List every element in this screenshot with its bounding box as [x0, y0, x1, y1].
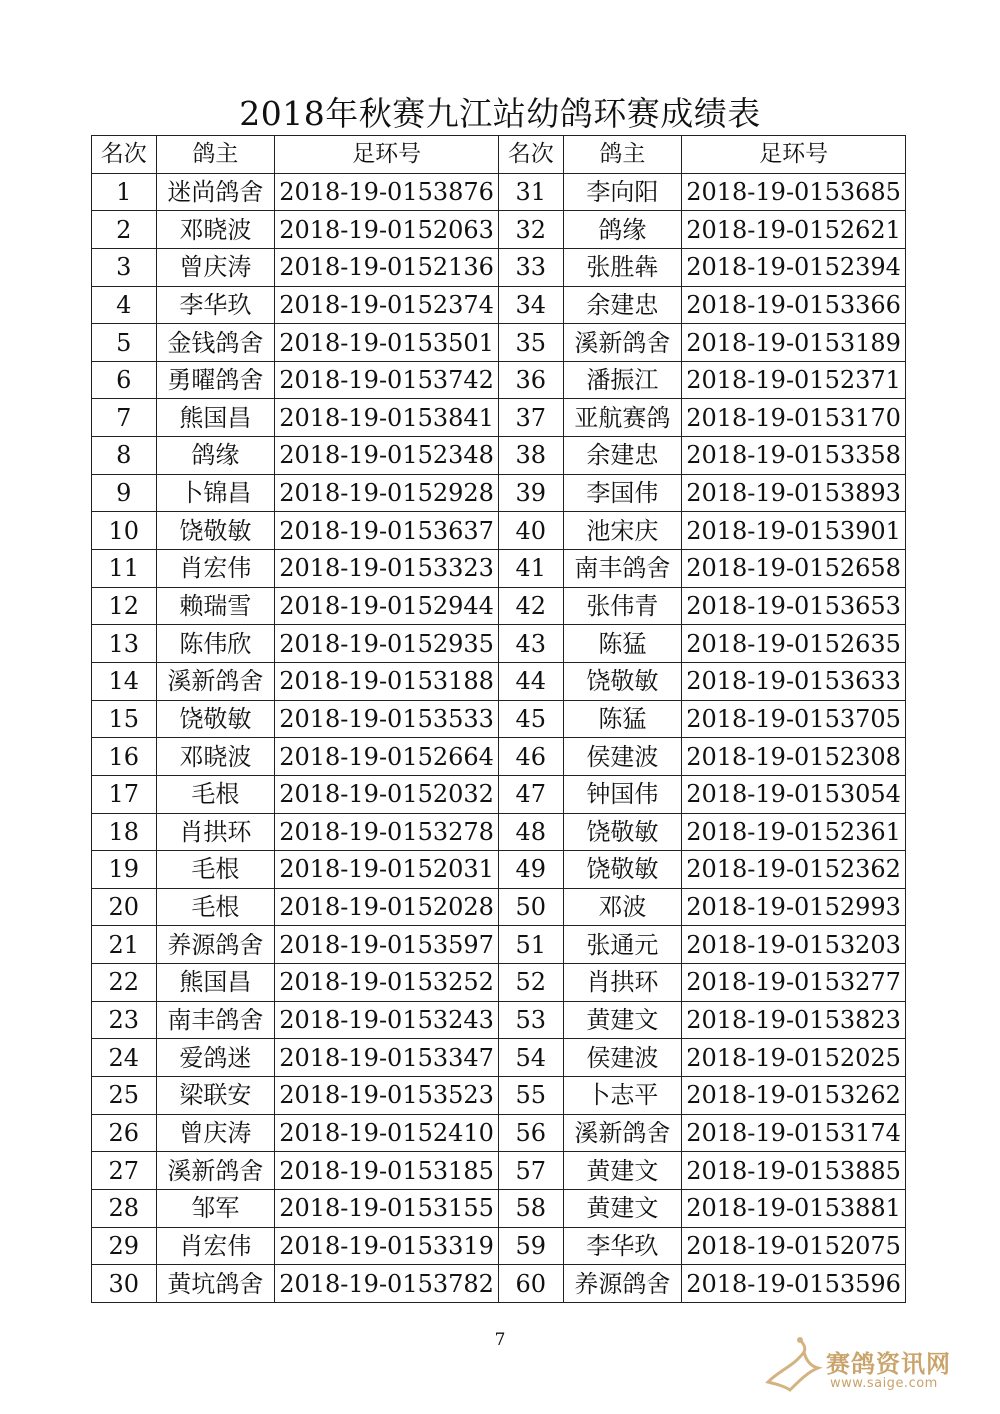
ring-right-cell: 2018-19-0153653	[682, 587, 906, 625]
rank-left-cell: 24	[92, 1039, 157, 1077]
ring-right-cell: 2018-19-0152621	[682, 211, 906, 249]
ring-left-cell: 2018-19-0152063	[275, 211, 499, 249]
ring-left-cell: 2018-19-0152136	[275, 248, 499, 286]
table-row	[92, 1265, 906, 1303]
table-row	[92, 964, 906, 1002]
table-row	[92, 587, 906, 625]
owner-left-cell: 毛根	[156, 851, 275, 889]
table-row	[92, 248, 906, 286]
rank-right-cell: 35	[498, 324, 563, 362]
ring-left-cell: 2018-19-0153597	[275, 926, 499, 964]
rank-right-cell: 44	[498, 662, 563, 700]
ring-right-cell: 2018-19-0153277	[682, 964, 906, 1002]
rank-right-cell: 36	[498, 361, 563, 399]
owner-right-cell: 饶敬敏	[563, 662, 682, 700]
owner-left-cell: 陈伟欣	[156, 625, 275, 663]
table-row	[92, 700, 906, 738]
ring-left-cell: 2018-19-0153323	[275, 550, 499, 588]
owner-left-cell: 肖拱环	[156, 813, 275, 851]
rank-left-cell: 27	[92, 1152, 157, 1190]
rank-left-cell: 25	[92, 1077, 157, 1115]
table-row	[92, 286, 906, 324]
ring-right-cell: 2018-19-0152394	[682, 248, 906, 286]
owner-left-cell: 毛根	[156, 775, 275, 813]
rank-left-cell: 2	[92, 211, 157, 249]
ring-left-cell: 2018-19-0152031	[275, 851, 499, 889]
watermark-site-name: 赛鸽资讯网	[826, 1350, 951, 1378]
owner-left-cell: 肖宏伟	[156, 1227, 275, 1265]
rank-right-cell: 34	[498, 286, 563, 324]
rank-left-cell: 16	[92, 738, 157, 776]
owner-left-cell: 迷尚鸽舍	[156, 173, 275, 211]
owner-right-cell: 侯建波	[563, 738, 682, 776]
rank-right-cell: 42	[498, 587, 563, 625]
ring-left-cell: 2018-19-0153841	[275, 399, 499, 437]
rank-right-cell: 54	[498, 1039, 563, 1077]
ring-left-cell: 2018-19-0153501	[275, 324, 499, 362]
header-ring-left: 足环号	[275, 136, 499, 174]
rank-left-cell: 1	[92, 173, 157, 211]
header-owner-right: 鸽主	[563, 136, 682, 174]
owner-left-cell: 曾庆涛	[156, 1114, 275, 1152]
owner-right-cell: 黄建文	[563, 1189, 682, 1227]
table-row	[92, 662, 906, 700]
rank-left-cell: 7	[92, 399, 157, 437]
table-row	[92, 173, 906, 211]
rank-left-cell: 23	[92, 1001, 157, 1039]
table-row	[92, 1039, 906, 1077]
owner-left-cell: 李华玖	[156, 286, 275, 324]
rank-right-cell: 43	[498, 625, 563, 663]
rank-left-cell: 20	[92, 888, 157, 926]
pigeon-logo-icon	[760, 1330, 830, 1400]
owner-left-cell: 梁联安	[156, 1077, 275, 1115]
table-row	[92, 1189, 906, 1227]
rank-right-cell: 32	[498, 211, 563, 249]
table-row	[92, 813, 906, 851]
owner-left-cell: 邹军	[156, 1189, 275, 1227]
ring-right-cell: 2018-19-0153170	[682, 399, 906, 437]
owner-left-cell: 邓晓波	[156, 211, 275, 249]
owner-right-cell: 肖拱环	[563, 964, 682, 1002]
rank-left-cell: 3	[92, 248, 157, 286]
rank-right-cell: 45	[498, 700, 563, 738]
owner-left-cell: 溪新鸽舍	[156, 1152, 275, 1190]
ring-left-cell: 2018-19-0153243	[275, 1001, 499, 1039]
results-table	[91, 135, 906, 1303]
rank-left-cell: 26	[92, 1114, 157, 1152]
ring-right-cell: 2018-19-0153705	[682, 700, 906, 738]
rank-right-cell: 53	[498, 1001, 563, 1039]
table-row	[92, 926, 906, 964]
rank-right-cell: 33	[498, 248, 563, 286]
rank-left-cell: 11	[92, 550, 157, 588]
owner-right-cell: 亚航赛鸽	[563, 399, 682, 437]
owner-right-cell: 溪新鸽舍	[563, 1114, 682, 1152]
ring-right-cell: 2018-19-0153685	[682, 173, 906, 211]
rank-left-cell: 5	[92, 324, 157, 362]
rank-right-cell: 55	[498, 1077, 563, 1115]
ring-left-cell: 2018-19-0152664	[275, 738, 499, 776]
rank-right-cell: 39	[498, 474, 563, 512]
rank-left-cell: 14	[92, 662, 157, 700]
owner-right-cell: 饶敬敏	[563, 813, 682, 851]
header-rank-right: 名次	[498, 136, 563, 174]
owner-right-cell: 邓波	[563, 888, 682, 926]
owner-right-cell: 潘振江	[563, 361, 682, 399]
ring-left-cell: 2018-19-0153155	[275, 1189, 499, 1227]
owner-right-cell: 张通元	[563, 926, 682, 964]
rank-left-cell: 15	[92, 700, 157, 738]
table-row	[92, 211, 906, 249]
table-row	[92, 361, 906, 399]
header-rank-left: 名次	[92, 136, 157, 174]
rank-left-cell: 10	[92, 512, 157, 550]
ring-left-cell: 2018-19-0153319	[275, 1227, 499, 1265]
rank-left-cell: 18	[92, 813, 157, 851]
ring-right-cell: 2018-19-0153633	[682, 662, 906, 700]
rank-right-cell: 58	[498, 1189, 563, 1227]
rank-right-cell: 31	[498, 173, 563, 211]
owner-left-cell: 黄坑鸽舍	[156, 1265, 275, 1303]
owner-right-cell: 李国伟	[563, 474, 682, 512]
rank-left-cell: 4	[92, 286, 157, 324]
rank-right-cell: 46	[498, 738, 563, 776]
ring-left-cell: 2018-19-0152944	[275, 587, 499, 625]
document-title: 2018年秋赛九江站幼鸽环赛成绩表	[239, 94, 761, 133]
owner-left-cell: 曾庆涛	[156, 248, 275, 286]
owner-left-cell: 勇曜鸽舍	[156, 361, 275, 399]
owner-left-cell: 金钱鸽舍	[156, 324, 275, 362]
ring-left-cell: 2018-19-0153252	[275, 964, 499, 1002]
table-row	[92, 512, 906, 550]
ring-left-cell: 2018-19-0153347	[275, 1039, 499, 1077]
table-row	[92, 1077, 906, 1115]
rank-right-cell: 56	[498, 1114, 563, 1152]
ring-right-cell: 2018-19-0152308	[682, 738, 906, 776]
rank-right-cell: 47	[498, 775, 563, 813]
rank-right-cell: 40	[498, 512, 563, 550]
rank-left-cell: 17	[92, 775, 157, 813]
owner-left-cell: 熊国昌	[156, 399, 275, 437]
owner-left-cell: 毛根	[156, 888, 275, 926]
owner-right-cell: 黄建文	[563, 1001, 682, 1039]
ring-right-cell: 2018-19-0153893	[682, 474, 906, 512]
ring-right-cell: 2018-19-0152371	[682, 361, 906, 399]
ring-right-cell: 2018-19-0153054	[682, 775, 906, 813]
table-row	[92, 1152, 906, 1190]
owner-left-cell: 熊国昌	[156, 964, 275, 1002]
rank-left-cell: 30	[92, 1265, 157, 1303]
rank-right-cell: 41	[498, 550, 563, 588]
ring-right-cell: 2018-19-0153596	[682, 1265, 906, 1303]
ring-left-cell: 2018-19-0153782	[275, 1265, 499, 1303]
ring-right-cell: 2018-19-0153358	[682, 437, 906, 475]
rank-left-cell: 6	[92, 361, 157, 399]
owner-left-cell: 南丰鸽舍	[156, 1001, 275, 1039]
ring-right-cell: 2018-19-0153823	[682, 1001, 906, 1039]
owner-left-cell: 卜锦昌	[156, 474, 275, 512]
ring-right-cell: 2018-19-0152361	[682, 813, 906, 851]
owner-right-cell: 黄建文	[563, 1152, 682, 1190]
ring-left-cell: 2018-19-0153185	[275, 1152, 499, 1190]
owner-left-cell: 邓晓波	[156, 738, 275, 776]
ring-right-cell: 2018-19-0153189	[682, 324, 906, 362]
ring-left-cell: 2018-19-0153523	[275, 1077, 499, 1115]
owner-left-cell: 肖宏伟	[156, 550, 275, 588]
rank-right-cell: 60	[498, 1265, 563, 1303]
owner-right-cell: 饶敬敏	[563, 851, 682, 889]
table-row	[92, 474, 906, 512]
ring-right-cell: 2018-19-0153174	[682, 1114, 906, 1152]
owner-right-cell: 溪新鸽舍	[563, 324, 682, 362]
ring-right-cell: 2018-19-0153203	[682, 926, 906, 964]
ring-left-cell: 2018-19-0152028	[275, 888, 499, 926]
ring-left-cell: 2018-19-0152348	[275, 437, 499, 475]
owner-right-cell: 陈猛	[563, 700, 682, 738]
ring-left-cell: 2018-19-0152410	[275, 1114, 499, 1152]
rank-left-cell: 29	[92, 1227, 157, 1265]
ring-left-cell: 2018-19-0153533	[275, 700, 499, 738]
owner-right-cell: 张胜犇	[563, 248, 682, 286]
owner-right-cell: 陈猛	[563, 625, 682, 663]
owner-left-cell: 饶敬敏	[156, 700, 275, 738]
owner-right-cell: 鸽缘	[563, 211, 682, 249]
table-row	[92, 1001, 906, 1039]
ring-right-cell: 2018-19-0153881	[682, 1189, 906, 1227]
owner-left-cell: 鸽缘	[156, 437, 275, 475]
rank-right-cell: 38	[498, 437, 563, 475]
ring-left-cell: 2018-19-0153876	[275, 173, 499, 211]
rank-right-cell: 37	[498, 399, 563, 437]
table-row	[92, 888, 906, 926]
rank-left-cell: 28	[92, 1189, 157, 1227]
rank-right-cell: 59	[498, 1227, 563, 1265]
rank-left-cell: 22	[92, 964, 157, 1002]
ring-right-cell: 2018-19-0152658	[682, 550, 906, 588]
owner-right-cell: 余建忠	[563, 437, 682, 475]
ring-right-cell: 2018-19-0152075	[682, 1227, 906, 1265]
owner-left-cell: 赖瑞雪	[156, 587, 275, 625]
owner-left-cell: 溪新鸽舍	[156, 662, 275, 700]
table-row	[92, 324, 906, 362]
rank-right-cell: 51	[498, 926, 563, 964]
rank-left-cell: 12	[92, 587, 157, 625]
table-row	[92, 550, 906, 588]
header-ring-right: 足环号	[682, 136, 906, 174]
ring-right-cell: 2018-19-0152993	[682, 888, 906, 926]
ring-right-cell: 2018-19-0152025	[682, 1039, 906, 1077]
table-row	[92, 738, 906, 776]
table-row	[92, 1227, 906, 1265]
owner-left-cell: 爱鸽迷	[156, 1039, 275, 1077]
owner-right-cell: 钟国伟	[563, 775, 682, 813]
owner-right-cell: 池宋庆	[563, 512, 682, 550]
owner-right-cell: 侯建波	[563, 1039, 682, 1077]
ring-right-cell: 2018-19-0153885	[682, 1152, 906, 1190]
owner-right-cell: 李向阳	[563, 173, 682, 211]
owner-right-cell: 养源鸽舍	[563, 1265, 682, 1303]
watermark-url: www.saige.com	[830, 1376, 938, 1391]
rank-right-cell: 48	[498, 813, 563, 851]
ring-right-cell: 2018-19-0152362	[682, 851, 906, 889]
rank-left-cell: 9	[92, 474, 157, 512]
owner-left-cell: 养源鸽舍	[156, 926, 275, 964]
rank-right-cell: 52	[498, 964, 563, 1002]
rank-right-cell: 49	[498, 851, 563, 889]
header-row	[92, 136, 906, 174]
table-row	[92, 437, 906, 475]
owner-right-cell: 卜志平	[563, 1077, 682, 1115]
ring-left-cell: 2018-19-0152374	[275, 286, 499, 324]
rank-left-cell: 21	[92, 926, 157, 964]
owner-right-cell: 张伟青	[563, 587, 682, 625]
table-row	[92, 625, 906, 663]
ring-right-cell: 2018-19-0152635	[682, 625, 906, 663]
owner-right-cell: 李华玖	[563, 1227, 682, 1265]
ring-left-cell: 2018-19-0153637	[275, 512, 499, 550]
rank-right-cell: 50	[498, 888, 563, 926]
ring-right-cell: 2018-19-0153366	[682, 286, 906, 324]
ring-right-cell: 2018-19-0153262	[682, 1077, 906, 1115]
table-row	[92, 775, 906, 813]
owner-right-cell: 余建忠	[563, 286, 682, 324]
owner-left-cell: 饶敬敏	[156, 512, 275, 550]
rank-left-cell: 19	[92, 851, 157, 889]
table-row	[92, 1114, 906, 1152]
ring-left-cell: 2018-19-0152935	[275, 625, 499, 663]
ring-left-cell: 2018-19-0153188	[275, 662, 499, 700]
owner-right-cell: 南丰鸽舍	[563, 550, 682, 588]
ring-left-cell: 2018-19-0153278	[275, 813, 499, 851]
table-row	[92, 399, 906, 437]
ring-left-cell: 2018-19-0153742	[275, 361, 499, 399]
rank-left-cell: 8	[92, 437, 157, 475]
rank-left-cell: 13	[92, 625, 157, 663]
ring-right-cell: 2018-19-0153901	[682, 512, 906, 550]
header-owner-left: 鸽主	[156, 136, 275, 174]
ring-left-cell: 2018-19-0152032	[275, 775, 499, 813]
table-row	[92, 851, 906, 889]
rank-right-cell: 57	[498, 1152, 563, 1190]
watermark	[760, 1330, 970, 1400]
ring-left-cell: 2018-19-0152928	[275, 474, 499, 512]
page-number: 7	[494, 1330, 506, 1350]
